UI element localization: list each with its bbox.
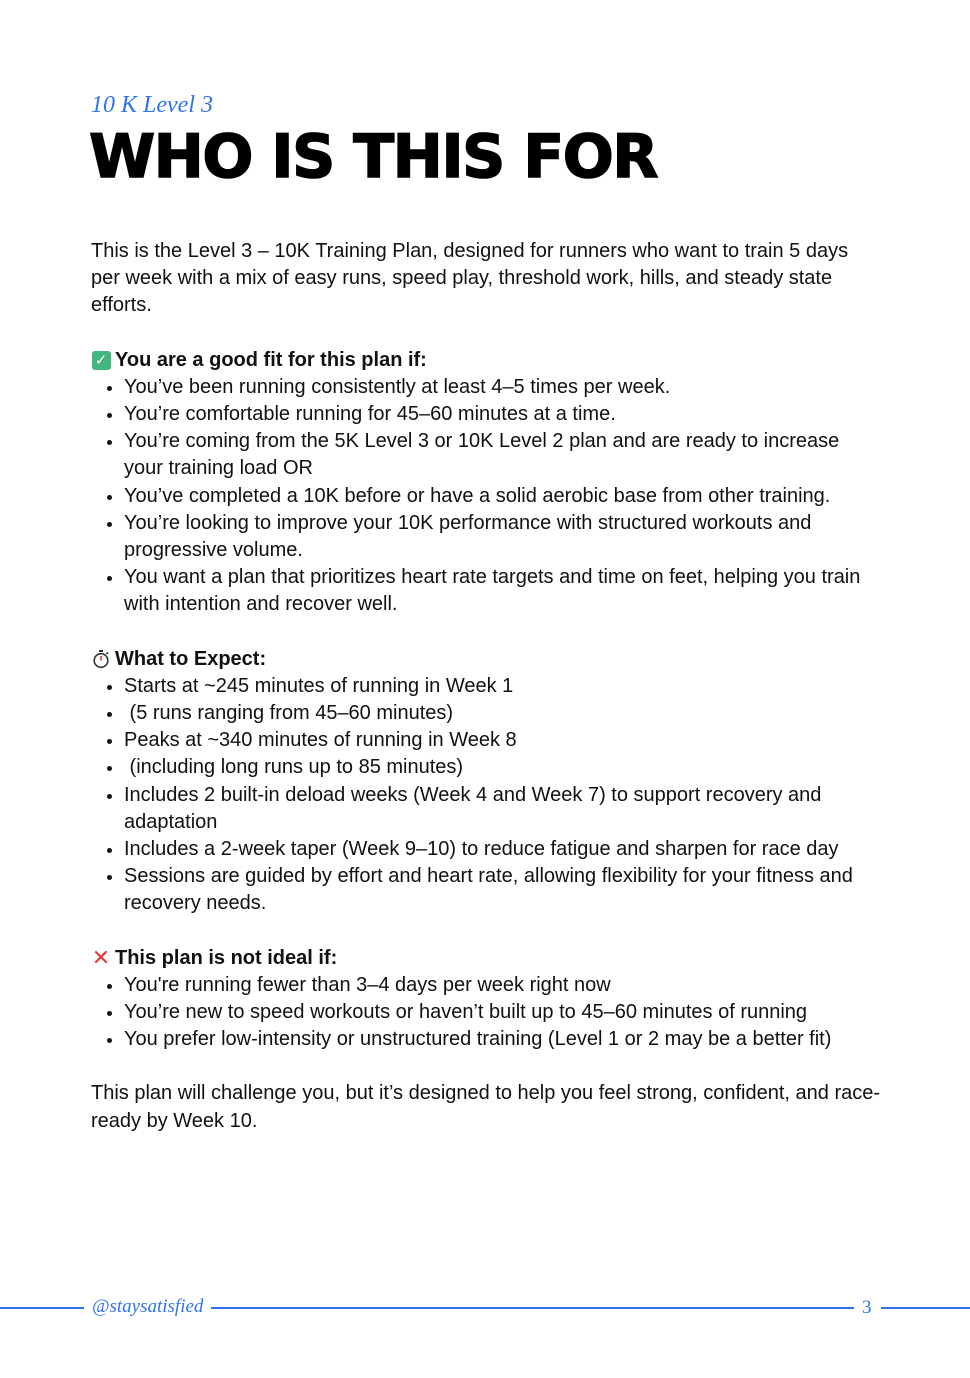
content-body (91, 238, 881, 1135)
expect-heading (91, 646, 881, 673)
cross-mark-icon: ✕ (91, 945, 111, 971)
list-item: • You’re looking to improve your 10K performance with structured workouts and progressive volume. (124, 510, 881, 564)
not-ideal-heading (91, 945, 881, 972)
list-item: • You’re coming from the 5K Level 3 or 10K Level 2 plan and are ready to increase your training load OR (124, 428, 881, 482)
not-ideal-list (91, 972, 881, 1054)
list-item: • (including long runs up to 85 minutes) (124, 754, 881, 781)
list-item: • You’re comfortable running for 45–60 minutes at a time. (124, 401, 881, 428)
list-item: • Includes 2 built-in deload weeks (Week 4 and Week 7) to support recovery and adaptation (124, 782, 881, 836)
closing-paragraph: This plan will challenge you, but it’s designed to help you feel strong, confident, and race-ready by Week 10. (91, 1082, 881, 1132)
list-item: • Peaks at ~340 minutes of running in Week 8 (124, 727, 881, 754)
plan-level-label: 10 K Level 3 (91, 92, 213, 118)
not-ideal-heading-text: This plan is not ideal if: (115, 946, 338, 969)
expect-list (91, 673, 881, 918)
list-item: • You’re new to speed workouts or haven’t built up to 45–60 minutes of running (124, 999, 881, 1026)
list-item: • You’ve completed a 10K before or have a solid aerobic base from other training. (124, 483, 881, 510)
expect-heading-text: What to Expect: (115, 647, 267, 670)
stopwatch-icon (91, 649, 111, 669)
social-handle: @staysatisfied (92, 1296, 204, 1317)
list-item: • Includes a 2-week taper (Week 9–10) to reduce fatigue and sharpen for race day (124, 836, 881, 863)
footer-rule-right (881, 1307, 970, 1309)
page-number: 3 (862, 1297, 872, 1318)
list-item: • (5 runs ranging from 45–60 minutes) (124, 700, 881, 727)
good-fit-heading (91, 347, 881, 374)
list-item: • You want a plan that prioritizes heart rate targets and time on feet, helping you train with intention and recover well. (124, 564, 881, 618)
check-mark-button-icon: ✓ (91, 350, 111, 370)
list-item: • Sessions are guided by effort and heart rate, allowing flexibility for your fitness and recovery needs. (124, 863, 881, 917)
list-item: • Starts at ~245 minutes of running in Week 1 (124, 673, 881, 700)
page-footer (0, 1293, 970, 1323)
footer-rule-left (0, 1307, 84, 1309)
intro-paragraph: This is the Level 3 – 10K Training Plan, designed for runners who want to train 5 days per week with a mix of easy runs, speed play, threshold work, hills, and steady state efforts. (91, 240, 849, 317)
list-item: • You’ve been running consistently at least 4–5 times per week. (124, 374, 881, 401)
list-item: • You're running fewer than 3–4 days per week right now (124, 972, 881, 999)
good-fit-heading-text: You are a good fit for this plan if: (115, 348, 427, 371)
list-item: • You prefer low-intensity or unstructured training (Level 1 or 2 may be a better fit) (124, 1026, 881, 1053)
page-title: WHO IS THIS FOR (89, 122, 657, 192)
footer-rule-middle (211, 1307, 854, 1309)
good-fit-list (91, 374, 881, 619)
